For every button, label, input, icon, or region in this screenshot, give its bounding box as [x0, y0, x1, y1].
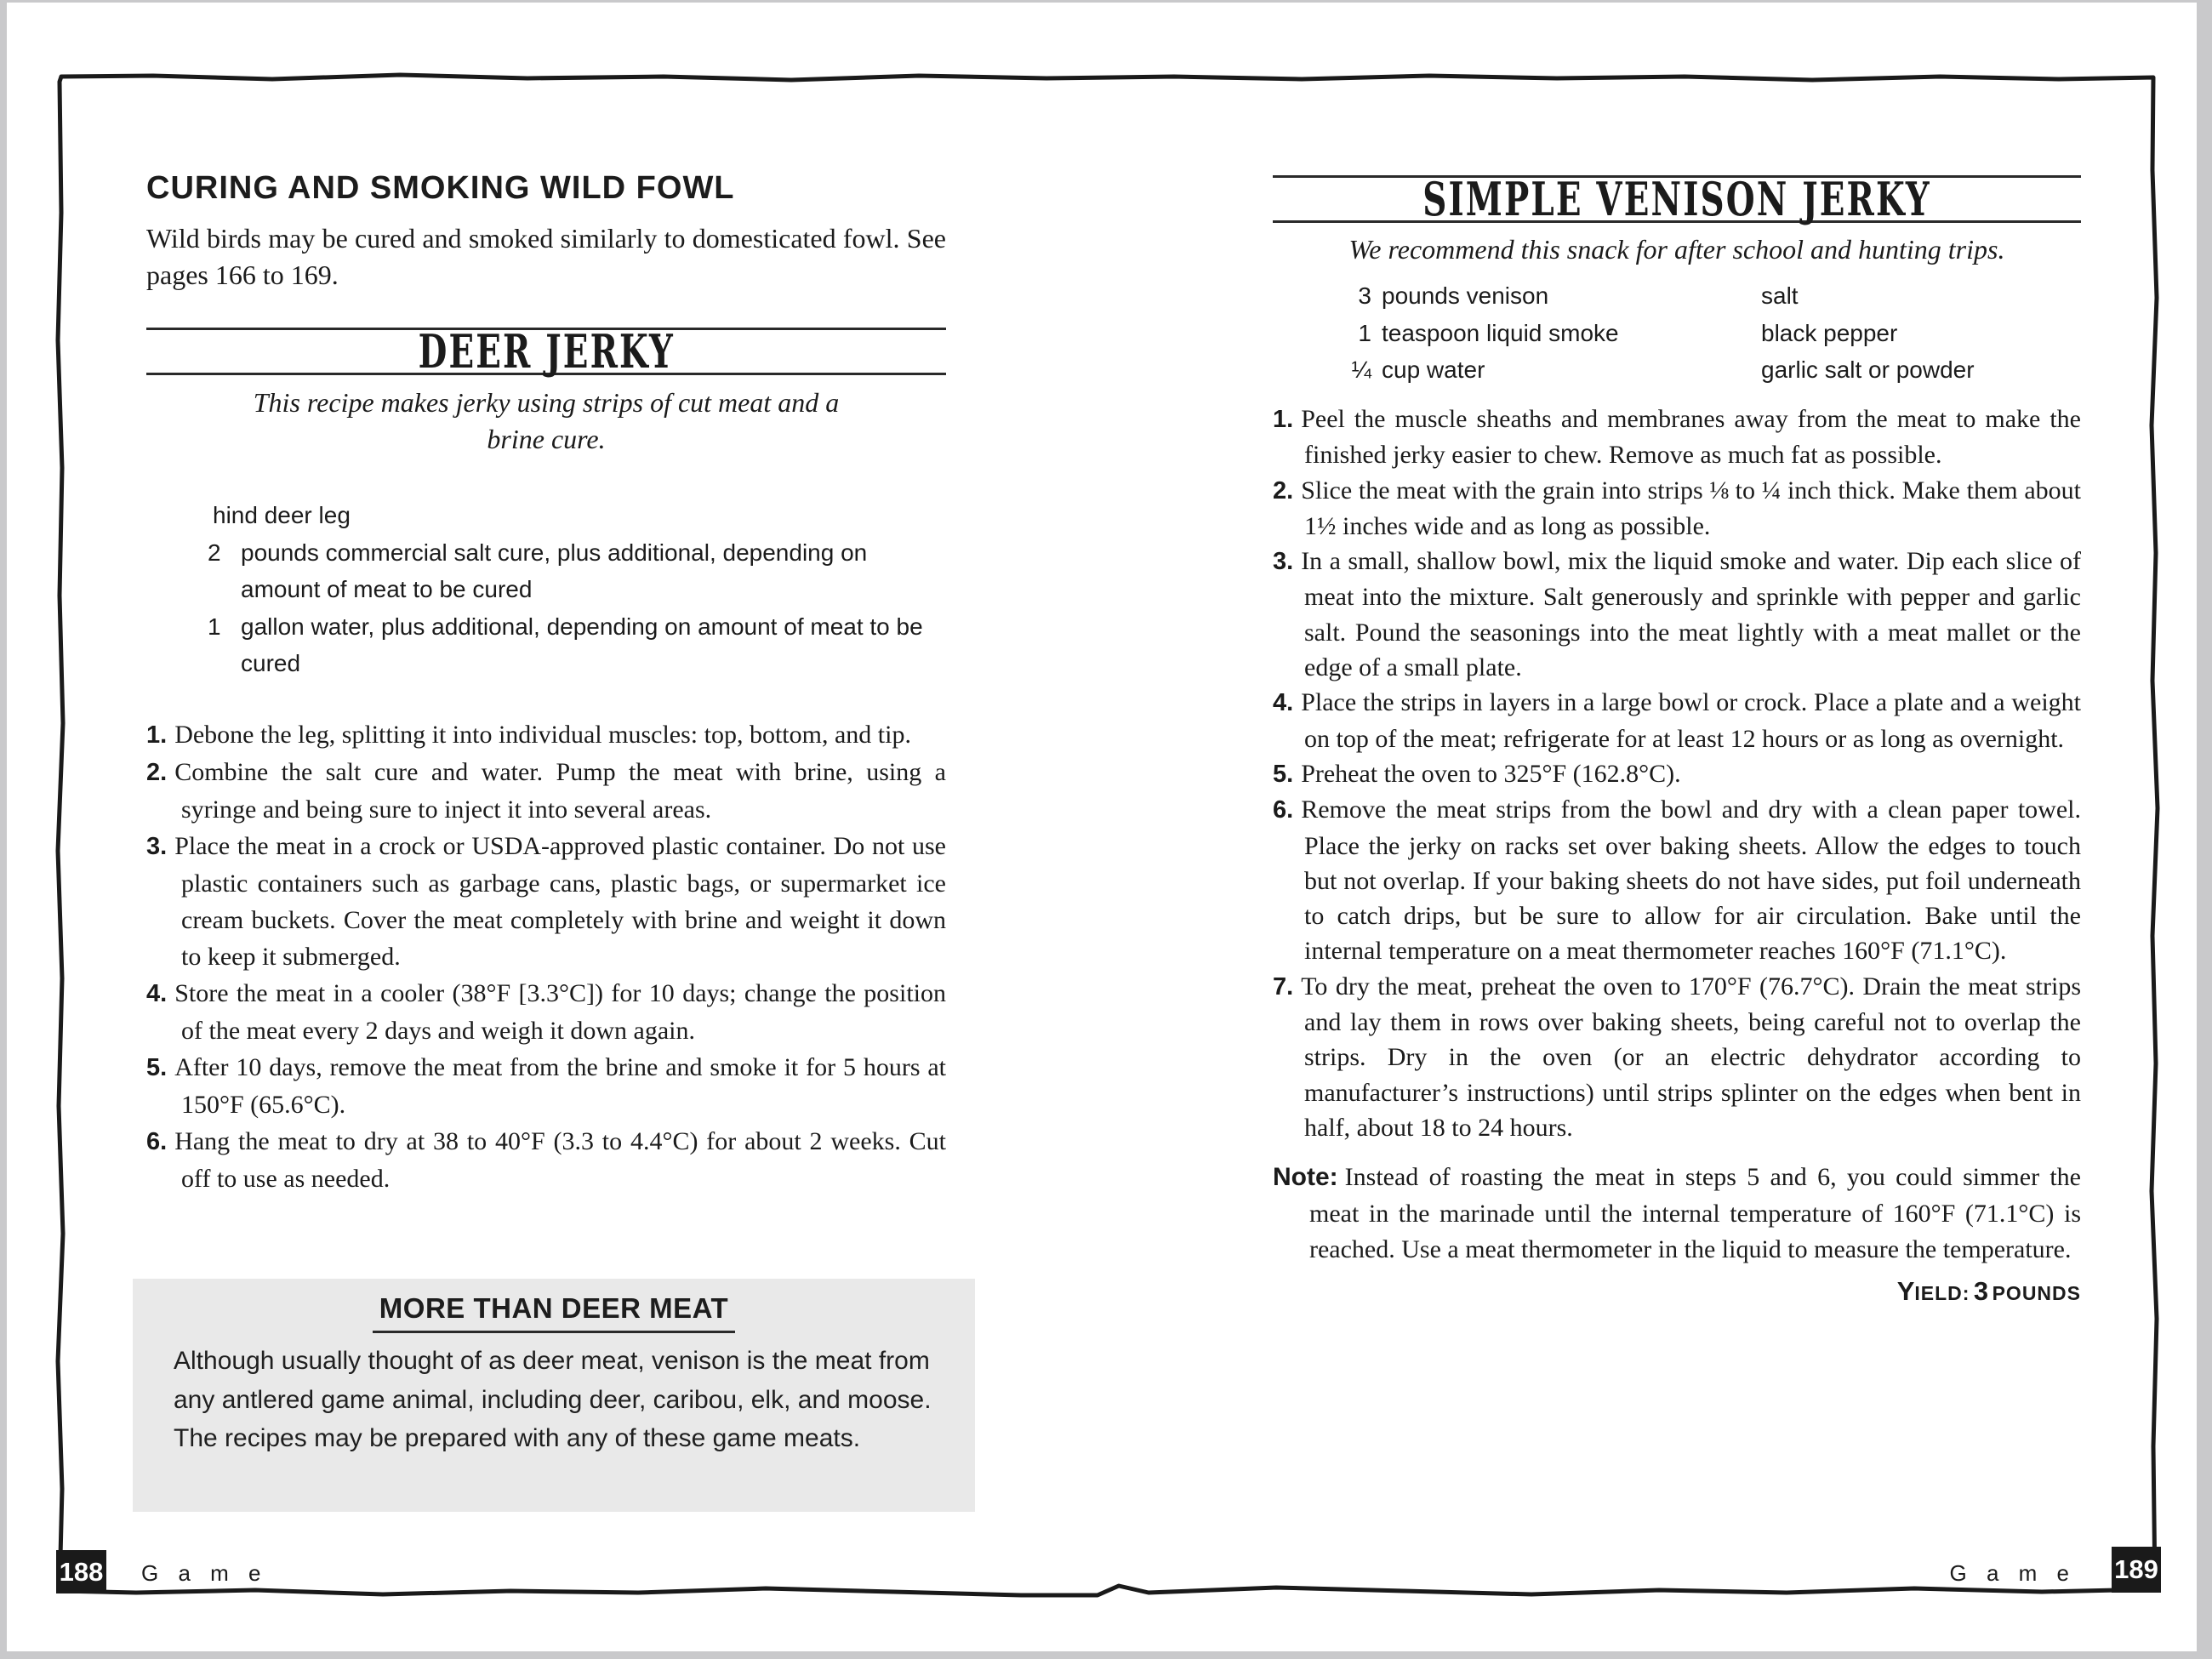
step-text: Place the meat in a crock or USDA-approved plastic container. Do not use plastic containers such as garbage cans, plastic bags, or supermarket ice cream buckets. Cover the meat completely with brine and weight it down to keep it submerged. [174, 832, 946, 971]
step-text: Debone the leg, splitting it into individual muscles: top, bottom, and tip. [174, 721, 911, 749]
ingredient-row [146, 497, 946, 534]
yield-quantity: 3 [1973, 1275, 1989, 1306]
step-text: Store the meat in a cooler (38°F [3.3°C]) for 10 days; change the position of the meat every 2 days and weigh it down again. [174, 979, 946, 1045]
step-text: Peel the muscle sheaths and membranes away from the meat to make the finished jerky easier to chew. Remove as much fat as possible. [1301, 405, 2081, 470]
recipe-step [146, 716, 946, 754]
step-text: In a small, shallow bowl, mix the liquid smoke and water. Dip each slice of meat into the mixture. Salt generously and sprinkle with pepper and garlic salt. Pound the seasonings into the meat lightly with a meat mallet or the edge of a small plate. [1301, 547, 2081, 682]
yield-label-cap: Y [1896, 1275, 1915, 1306]
recipe-subtitle-text: This recipe makes jerky using strips of cut meat and a brine cure. [253, 387, 840, 454]
recipe-step [1273, 544, 2081, 685]
ingredient-name: pounds commercial salt cure, plus additional, depending on amount of meat to be cured [241, 539, 868, 602]
step-number: 5. [146, 1054, 168, 1081]
recipe-title: DEER JERKY [418, 324, 675, 379]
step-number: 1. [146, 721, 168, 749]
recipe-step [1273, 792, 2081, 968]
step-number: 6. [146, 1128, 168, 1155]
recipe-step [1273, 969, 2081, 1145]
step-number: 2. [146, 759, 168, 786]
step-text: Place the strips in layers in a large bowl or crock. Place a plate and a weight on top of the meat; refrigerate for at least 12 hours or as long as overnight. [1301, 688, 2081, 753]
step-text: Combine the salt cure and water. Pump the meat with brine, using a syringe and being sure to inject it into several areas. [174, 758, 946, 824]
sidebar-box-more-than-deer-meat [133, 1279, 975, 1512]
recipe-subtitle [1273, 231, 2081, 268]
ingredient-name: hind deer leg [213, 502, 351, 528]
page-number-badge-left: 188 [56, 1550, 106, 1593]
recipe-title-block-simple-venison-jerky [1273, 172, 2081, 226]
page-number-badge-right: 189 [2112, 1547, 2161, 1593]
recipe-subtitle [146, 385, 946, 458]
recipe-step [1273, 473, 2081, 544]
step-text: After 10 days, remove the meat from the brine and smoke it for 5 hours at 150°F (65.6°C). [174, 1053, 946, 1119]
recipe-step [1273, 402, 2081, 473]
ingredient-row [1273, 315, 2081, 352]
recipe-step [1273, 756, 2081, 792]
ingredient-qty: ¼ [1351, 356, 1371, 383]
recipe-yield [1273, 1276, 2081, 1307]
step-number: 7. [1273, 972, 1294, 1001]
step-number: 3. [146, 833, 168, 860]
sidebar-heading-wrap [174, 1292, 934, 1333]
ingredient-list [1273, 277, 2081, 389]
step-number: 4. [146, 980, 168, 1007]
ingredient-row [1273, 277, 2081, 315]
ingredient-list [146, 497, 946, 682]
note-label: Note: [1273, 1163, 1338, 1192]
ingredient-name: cup water [1382, 356, 1485, 383]
yield-unit: POUNDS [1992, 1281, 2081, 1304]
step-text: Slice the meat with the grain into strips ⅛ to ¼ inch thick. Make them about 1½ inches wide and as long as possible. [1301, 476, 2081, 540]
step-text: Hang the meat to dry at 38 to 40°F (3.3 to 4.4°C) for about 2 weeks. Cut off to use as needed. [174, 1127, 946, 1193]
note-text: Instead of roasting the meat in steps 5 and 6, you could simmer the meat in the marinade until the internal temperature of 160°F (71.1°C) is reached. Use a meat thermometer in the liquid to measure the temperature. [1309, 1163, 2081, 1264]
recipe-title: SIMPLE VENISON JERKY [1422, 172, 1931, 226]
ingredient-name: pounds venison [1382, 282, 1549, 309]
ingredient-qty: 1 [1358, 319, 1371, 346]
step-number: 1. [1273, 406, 1294, 433]
ingredient-row [146, 534, 946, 608]
recipe-step [146, 975, 946, 1049]
yield-label-smallcaps: IELD: [1914, 1281, 1970, 1304]
step-number: 3. [1273, 548, 1294, 576]
recipe-body [1273, 402, 2081, 1307]
ingredient-row [146, 608, 946, 682]
recipe-title-block-deer-jerky [146, 324, 946, 379]
ingredient-qty: 3 [1358, 282, 1371, 309]
recipe-step [1273, 685, 2081, 756]
section-intro-paragraph: Wild birds may be cured and smoked similarly to domesticated fowl. See pages 166 to 169. [146, 223, 946, 290]
recipe-note [1273, 1160, 2081, 1268]
ingredient-name-column2: salt [1761, 282, 1799, 309]
ingredient-name-column2: black pepper [1761, 319, 1898, 346]
sidebar-heading: MORE THAN DEER MEAT [373, 1292, 735, 1333]
ingredient-name: gallon water, plus additional, depending on amount of meat to be cured [241, 613, 923, 676]
ingredient-qty: 1 [208, 613, 221, 640]
recipe-step [146, 754, 946, 828]
sidebar-text: Although usually thought of as deer meat, venison is the meat from any antlered game animal, including deer, caribou, elk, and moose. The recipes may be prepared with any of these game meats. [174, 1347, 932, 1452]
running-footer-left: G a m e [141, 1560, 268, 1586]
recipe-step [146, 1049, 946, 1123]
recipe-step [146, 828, 946, 975]
step-number: 2. [1273, 476, 1294, 505]
ingredient-name: teaspoon liquid smoke [1382, 319, 1619, 346]
step-text: To dry the meat, preheat the oven to 170°F (76.7°C). Drain the meat strips and lay them in rows over baking sheets, being careful not to overlap the strips. Dry in the oven (or an electric dehydrator according to manufacturer’s instructions) until strips splinter on the edges when bent in half, about 18 to 24 hours. [1301, 972, 2081, 1142]
running-footer-right: G a m e [1949, 1560, 2076, 1586]
step-text: Remove the meat strips from the bowl and dry with a clean paper towel. Place the jerky on racks set over baking sheets. Allow the edges to touch but not overlap. If your baking sheets do not have sides, put foil underneath to catch drips, but be sure to allow for air circulation. Bake until the internal temperature on a meat thermometer reaches 160°F (71.1°C). [1301, 795, 2081, 966]
ingredient-qty: 2 [208, 539, 221, 566]
recipe-subtitle-text: We recommend this snack for after school and hunting trips. [1348, 234, 2005, 265]
step-number: 6. [1273, 796, 1294, 824]
step-number: 4. [1273, 689, 1294, 717]
step-text: Preheat the oven to 325°F (162.8°C). [1301, 759, 1681, 788]
recipe-steps [1273, 402, 2081, 1145]
recipe-step [146, 1123, 946, 1197]
section-heading-curing-smoking-wild-fowl: CURING AND SMOKING WILD FOWL [146, 170, 735, 206]
step-number: 5. [1273, 760, 1294, 788]
ingredient-row [1273, 351, 2081, 389]
recipe-steps [146, 716, 946, 1197]
ingredient-name-column2: garlic salt or powder [1761, 356, 1975, 383]
